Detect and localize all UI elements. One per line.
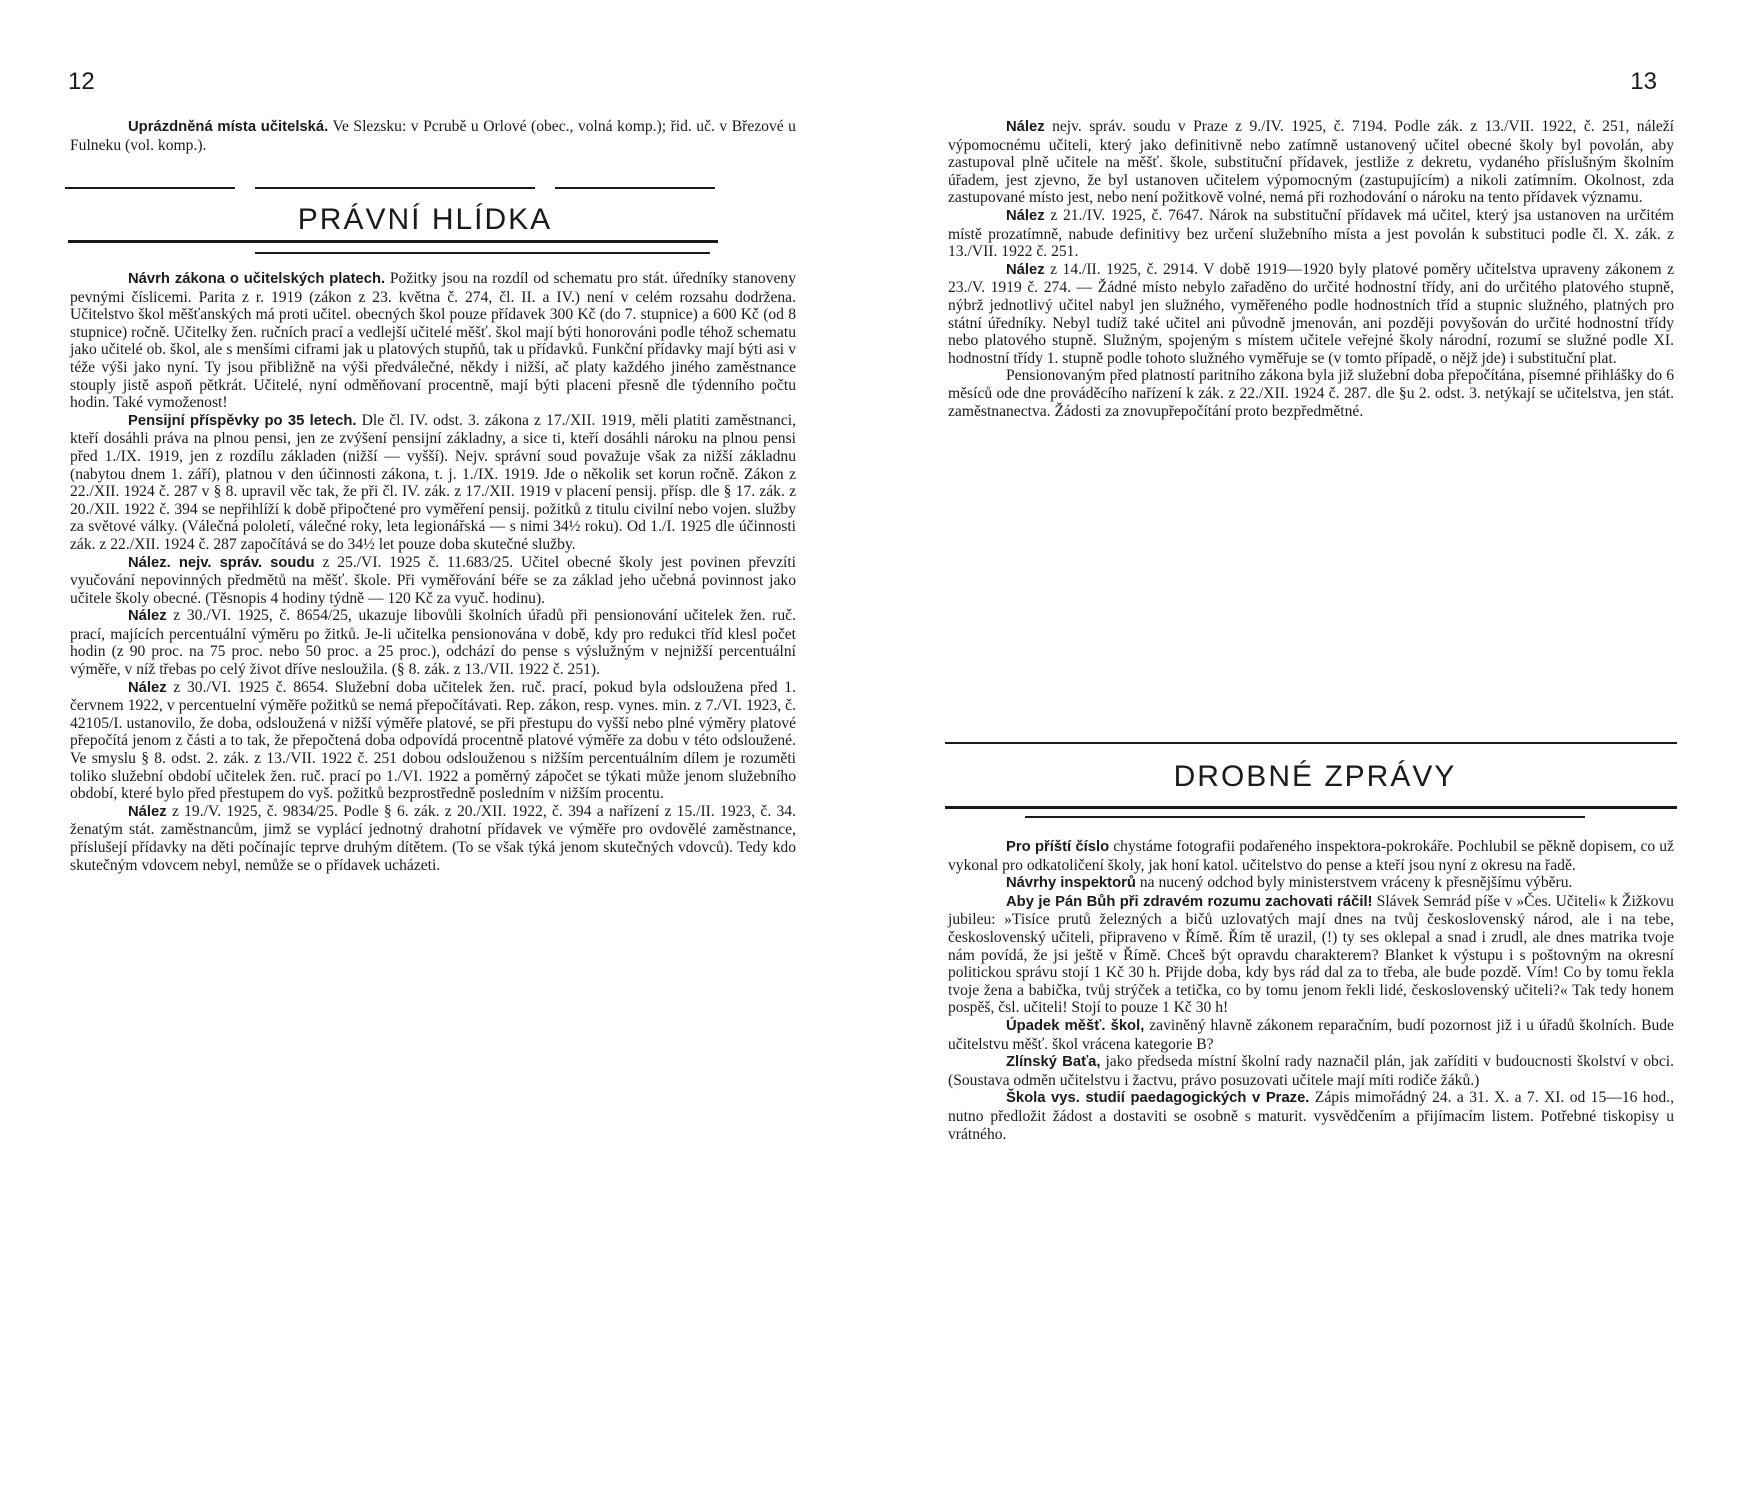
paragraph [948,118,1674,207]
paragraph [948,1053,1674,1089]
paragraph [70,554,796,608]
right-page [875,0,1750,1501]
section-title: PRÁVNÍ HLÍDKA [297,203,553,236]
paragraph-text: z 30./VI. 1925 č. 8654. Služební doba učitelek žen. ruč. prací, pokud byla odsloužena před 1. červnem 1922, v percentuelní výměře požitků se nemá přepočítávati. Rep. zákon, resp. vynes. min. z 7./VI. 1923, č. 42105/I. ustanovilo, že doba, odsloužená v nižší výměře platové, se při přestupu do vyšší nebo plné výměry platové přepočítá jenom z části a to tak, že přepočtená doba odpovídá procentně platové výměře za dobu v této odsloužené. Ve smyslu § 8. odst. 2. zák. z 13./VII. 1922 č. 251 dobou odslouženou s nižším percentuálním dílem je rozuměti toliko služební období učitelek žen. ruč. prací po 1./VI. 1922 a poměrný zápočet se týkati může jenom služebního období, které bylo před přestupem do vyš. požitků bezprostředně posledním v nižším procentu. [70,678,796,803]
paragraph-text: Dle čl. IV. odst. 3. zákona z 17./XII. 1919, měli platiti zaměstnanci, kteří dosáhli práva na plnou pensi, jen ze zvýšení pensijní základny, a sice ti, kteří dosáhli nároku na plnou pensi před 1./IX. 1919, jen z rozdílu základen (nižší — vyšší). Nejv. správní soud považuje však za nižší základnu (nabytou dnem 1. září), platnou v den účinnosti zákona, t. j. 1./IX. 1919. Jde o několik set korun ročně. Zákon z 22./XII. 1924 č. 287 v § 8. upravil věc tak, že při čl. IV. zák. z 17./XII. 1919 v placení pensij. přísp. dle § 17. zák. z 20./XII. 1922 č. 394 se nepřihlíží k době připočtené pro vyměření pensij. požitků z titulu civilní nebo vojen. služby za světové války. (Válečná pololetí, válečné roky, leta legionářská — s nimi 34½ roku). Od 1./I. 1925 dle účinnosti zák. z 22./XII. 1924 č. 287 započítává se do 34½ let pouze doba skutečné služby. [70,411,796,553]
paragraph-lead: Nález [1006,119,1045,135]
section-title: DROBNÉ ZPRÁVY [1173,760,1457,793]
paragraph [948,1089,1674,1143]
paragraph [70,803,796,874]
paragraph-text: z 19./V. 1925, č. 9834/25. Podle § 6. zák. z 20./XII. 1922, č. 394 a nařízení z 15./II. 1923, č. 34. ženatým stát. zaměstnancům, jimž se vyplácí jednotný drahotní přídavek ve výměře pro ovdovělé zaměstnance, příslušejí přídavky na děti počínajíc teprve druhým dítětem. (To se však týká jenom skutečných vdovců). Tedy kdo skutečným vdovcem nebyl, nemůže se o přídavek ucházeti. [70,802,796,874]
legal-items-continued [948,118,1674,420]
paragraph-lead: Nález [128,608,167,625]
paragraph-lead: Zlínský Baťa, [1006,1054,1101,1071]
paragraph-lead: Návrhy inspektorů [1006,875,1136,892]
paragraph [948,874,1674,893]
paragraph-text: chystáme fotografii podařeného inspektora-pokrokáře. Pochlubil se pěkně dopisem, co už vykonal pro odkatoličení školy, jak honí katol. učitelstvo do pense a kteří jsou nyní z okresu na řadě. [948,838,1674,874]
page-number: 12 [68,68,95,95]
rule [945,742,1677,744]
paragraph-text: Pensionovaným před platností paritního zákona byla již služební doba přepočítána, písemné přihlášky do 6 měsíců ode dne prováděcího nařízení k zák. z 22./XII. 1924 č. 287. dle §u 2. odst. 3. netýkají se učitelstva, jen stát. zaměstnanectva. Žádosti za znovupřepočítání proto bezpředmětné. [948,367,1674,420]
rule [255,252,710,254]
paragraph-text: na nucený odchod byly ministerstvem vráceny k přesnějšímu výběru. [1139,874,1573,892]
paragraph-lead: Návrh zákona o učitelských platech. [128,271,386,287]
paragraph-lead: Pensijní příspěvky po 35 letech. [128,412,357,429]
rule [65,187,235,189]
paragraph-text: Zápis mimořádný 24. a 31. X. a 7. XI. od 15—16 hod., nutno předložit žádost a dostaviti se osobně s maturit. vysvědčením a přijímacím listem. Potřebné tiskopisy u vrátného. [948,1089,1674,1143]
paragraph-text: Požitky jsou na rozdíl od schematu pro stát. úředníky stanoveny pevnými číslicemi. Parita z r. 1919 (zákon z 23. května č. 274, čl. II. a IV.) není v celém rozsahu dodržena. Učitelstvo škol měšťanských má proti učitel. obecných škol pouze přídavek 300 Kč (do 7. stupnice) a 600 Kč (od 8 stupnice) ročně. Učitelky žen. ručních prací a vedlejší učitelé měšť. škol mají býti honorováni podle téhož schematu jako učitelé ob. škol, ale s menšími ciframi jak u platových stupňů, tak u přídavků. Funkční přídavky mají býti asi v téže výši jako nyní. Ty jsou přibližně na výši předválečné, někdy i nižší, ač platy každého jiného zaměstnance stouply jistě aspoň pětkrát. Učitelé, nyní odměňovaní procentně, mají býti placeni přesně dle týdenního počtu hodin. Také vymoženost! [70,270,796,412]
paragraph [70,607,796,678]
rule [555,187,715,189]
paragraph [948,838,1674,874]
paragraph-text: jako předseda místní školní rady naznačil plán, jak zaříditi v budoucnosti školství v obci. (Soustava odměn učitelstvu i žactvu, právo posuzovati učitele mají míti rodiče žáků.) [948,1053,1674,1089]
paragraph-text: nejv. správ. soudu v Praze z 9./IV. 1925, č. 7194. Podle zák. z 13./VII. 1922, č. 251, náleží výpomocnému učiteli, který jako definitivně nebo zatímně ustanovený učitel obecné školy byl povolán, aby zastupoval plně učitele na měšť. škole, substituční přídavek, jestliže z dekretu, vydaného příslušným školním úřadem, jest zjevno, že byl ustanoven učitelem výpomocným (zastupujícím) a nikoli zatímním. Okolnost, zda zastupované místo jest, nebo není požitkově volné, nemá při rozhodování o nároku na tento přídavek významu. [948,118,1674,207]
paragraph-text: z 30./VI. 1925, č. 8654/25, ukazuje libovůli školních úřadů při pensionování učitelek žen. ruč. prací, majících percentuální výměru po žitků. Je-li učitelka pensionována v době, kdy pro redukci tříd klesl počet hodin (z 90 proc. na 75 proc. nebo 50 proc. a 25 proc.), odchází do pense s výslužným v nejnižší percentuální výměře, v níž třebas po celý život dříve nesloužila. (§ 8. zák. z 13./VII. 1922 č. 251). [70,607,796,679]
paragraph-lead: Úpadek měšť. škol, [1006,1017,1145,1034]
paragraph-lead: Nález [128,679,167,696]
paragraph [948,261,1674,368]
rule [68,240,718,243]
paragraph [948,367,1674,420]
paragraph-lead: Nález [1006,261,1045,278]
rule [945,806,1677,809]
paragraph [948,207,1674,261]
paragraph [70,412,796,554]
paragraph-text: Ve Slezsku: v Pcrubě u Orlové (obec., volná komp.); řid. uč. v Březové u Fulneku (vol. komp.). [70,118,796,154]
paragraph-lead: Nález. nejv. správ. soudu [128,554,315,571]
paragraph-lead: Pro příští číslo [1006,839,1110,855]
paragraph [948,893,1674,1017]
paragraph [70,679,796,803]
paragraph-lead: Nález [1006,207,1045,224]
rule [255,187,535,189]
page-number: 13 [1630,68,1657,95]
paragraph-lead: Škola vys. studií paedagogických v Praze. [1006,1090,1310,1107]
paragraph [70,118,796,154]
paragraph-text: z 21./IV. 1925, č. 7647. Nárok na substituční přídavek má učitel, který jsa ustanoven na určitém místě prozatímně, nabude definitivy bez určení služebního místa a jest povolán k substituci podle čl. X. zák. z 13./VII. 1922 č. 251. [948,206,1674,261]
paragraph [70,270,796,412]
paragraph-lead: Uprázdněná místa učitelská. [128,119,329,135]
paragraph [948,1017,1674,1053]
vacancies-notice [70,118,796,154]
paragraph-lead: Nález [128,803,167,820]
rule [1025,816,1585,818]
paragraph-text: zaviněný hlavně zákonem reparačním, budí pozornost již i u úřadů školních. Bude učitelstvu měšť. škol vrácena kategorie B? [948,1016,1674,1053]
paragraph-lead: Aby je Pán Bůh při zdravém rozumu zachovati ráčil! [1006,893,1373,910]
paragraph-text: z 14./II. 1925, č. 2914. V době 1919—1920 byly platové poměry učitelstva upraveny zákonem z 23./V. 1919 č. 274. — Žádné místo nebylo zařaděno do určité hodnostní třídy, ani do určitého platového stupně, nýbrž jednotlivý učitel nabyl jen služného, vyměřeného podle hodnostních tříd a stupnic služného, platných pro státní úředníky. Nebyl tudíž také učitel ani původně jmenován, ani později povyšován do určité hodnostní třídy nebo platového stupně. Služným, spojeným s místem učitele veřejné školy národní, rozumí se služné podle XI. hodnostní třídy 1. stupně podle tohoto služného vyměřuje se (v tomto případě, o nějž jde) i substituční plat. [948,260,1674,367]
legal-items [70,270,796,874]
news-items [948,838,1674,1143]
paragraph-text: z 25./VI. 1925 č. 11.683/25. Učitel obecné školy jest povinen převzíti vyučování nepovinných předmětů na měšť. škole. Při vyměřování béře se za základ jeho učebná povinnost jako učitele školy obecné. (Těsnopis 4 hodiny týdně — 120 Kč za vyuč. hodinu). [70,553,796,607]
paragraph-text: Slávek Semrád píše v »Čes. Učiteli« k Žižkovu jubileu: »Tisíce prutů železných a bičů uzlovatých mají dnes na tvůj československý národ, ale i na tebe, československý učiteli, připraveno v Římě. Řím tě urazil, (!) ty ses oklepal a snad i zrudl, ale dnes matrika tvoje nám povídá, že jsi ještě v Římě. Chceš být opravdu charakterem? Blanket k výstupu i s poštovným na okresní politickou správu stojí 1 Kč 30 h. Přijde doba, kdy bys rád dal za to třeba, ale bude pozdě. Vím! Co by tomu řekla tvoje žena a babička, tvůj strýček a tetička, co by tomu jenom řekli lidé, československý učiteli?« Tak tedy honem pospěš, čsl. učiteli! Stojí to pouze 1 Kč 30 h! [948,892,1674,1017]
